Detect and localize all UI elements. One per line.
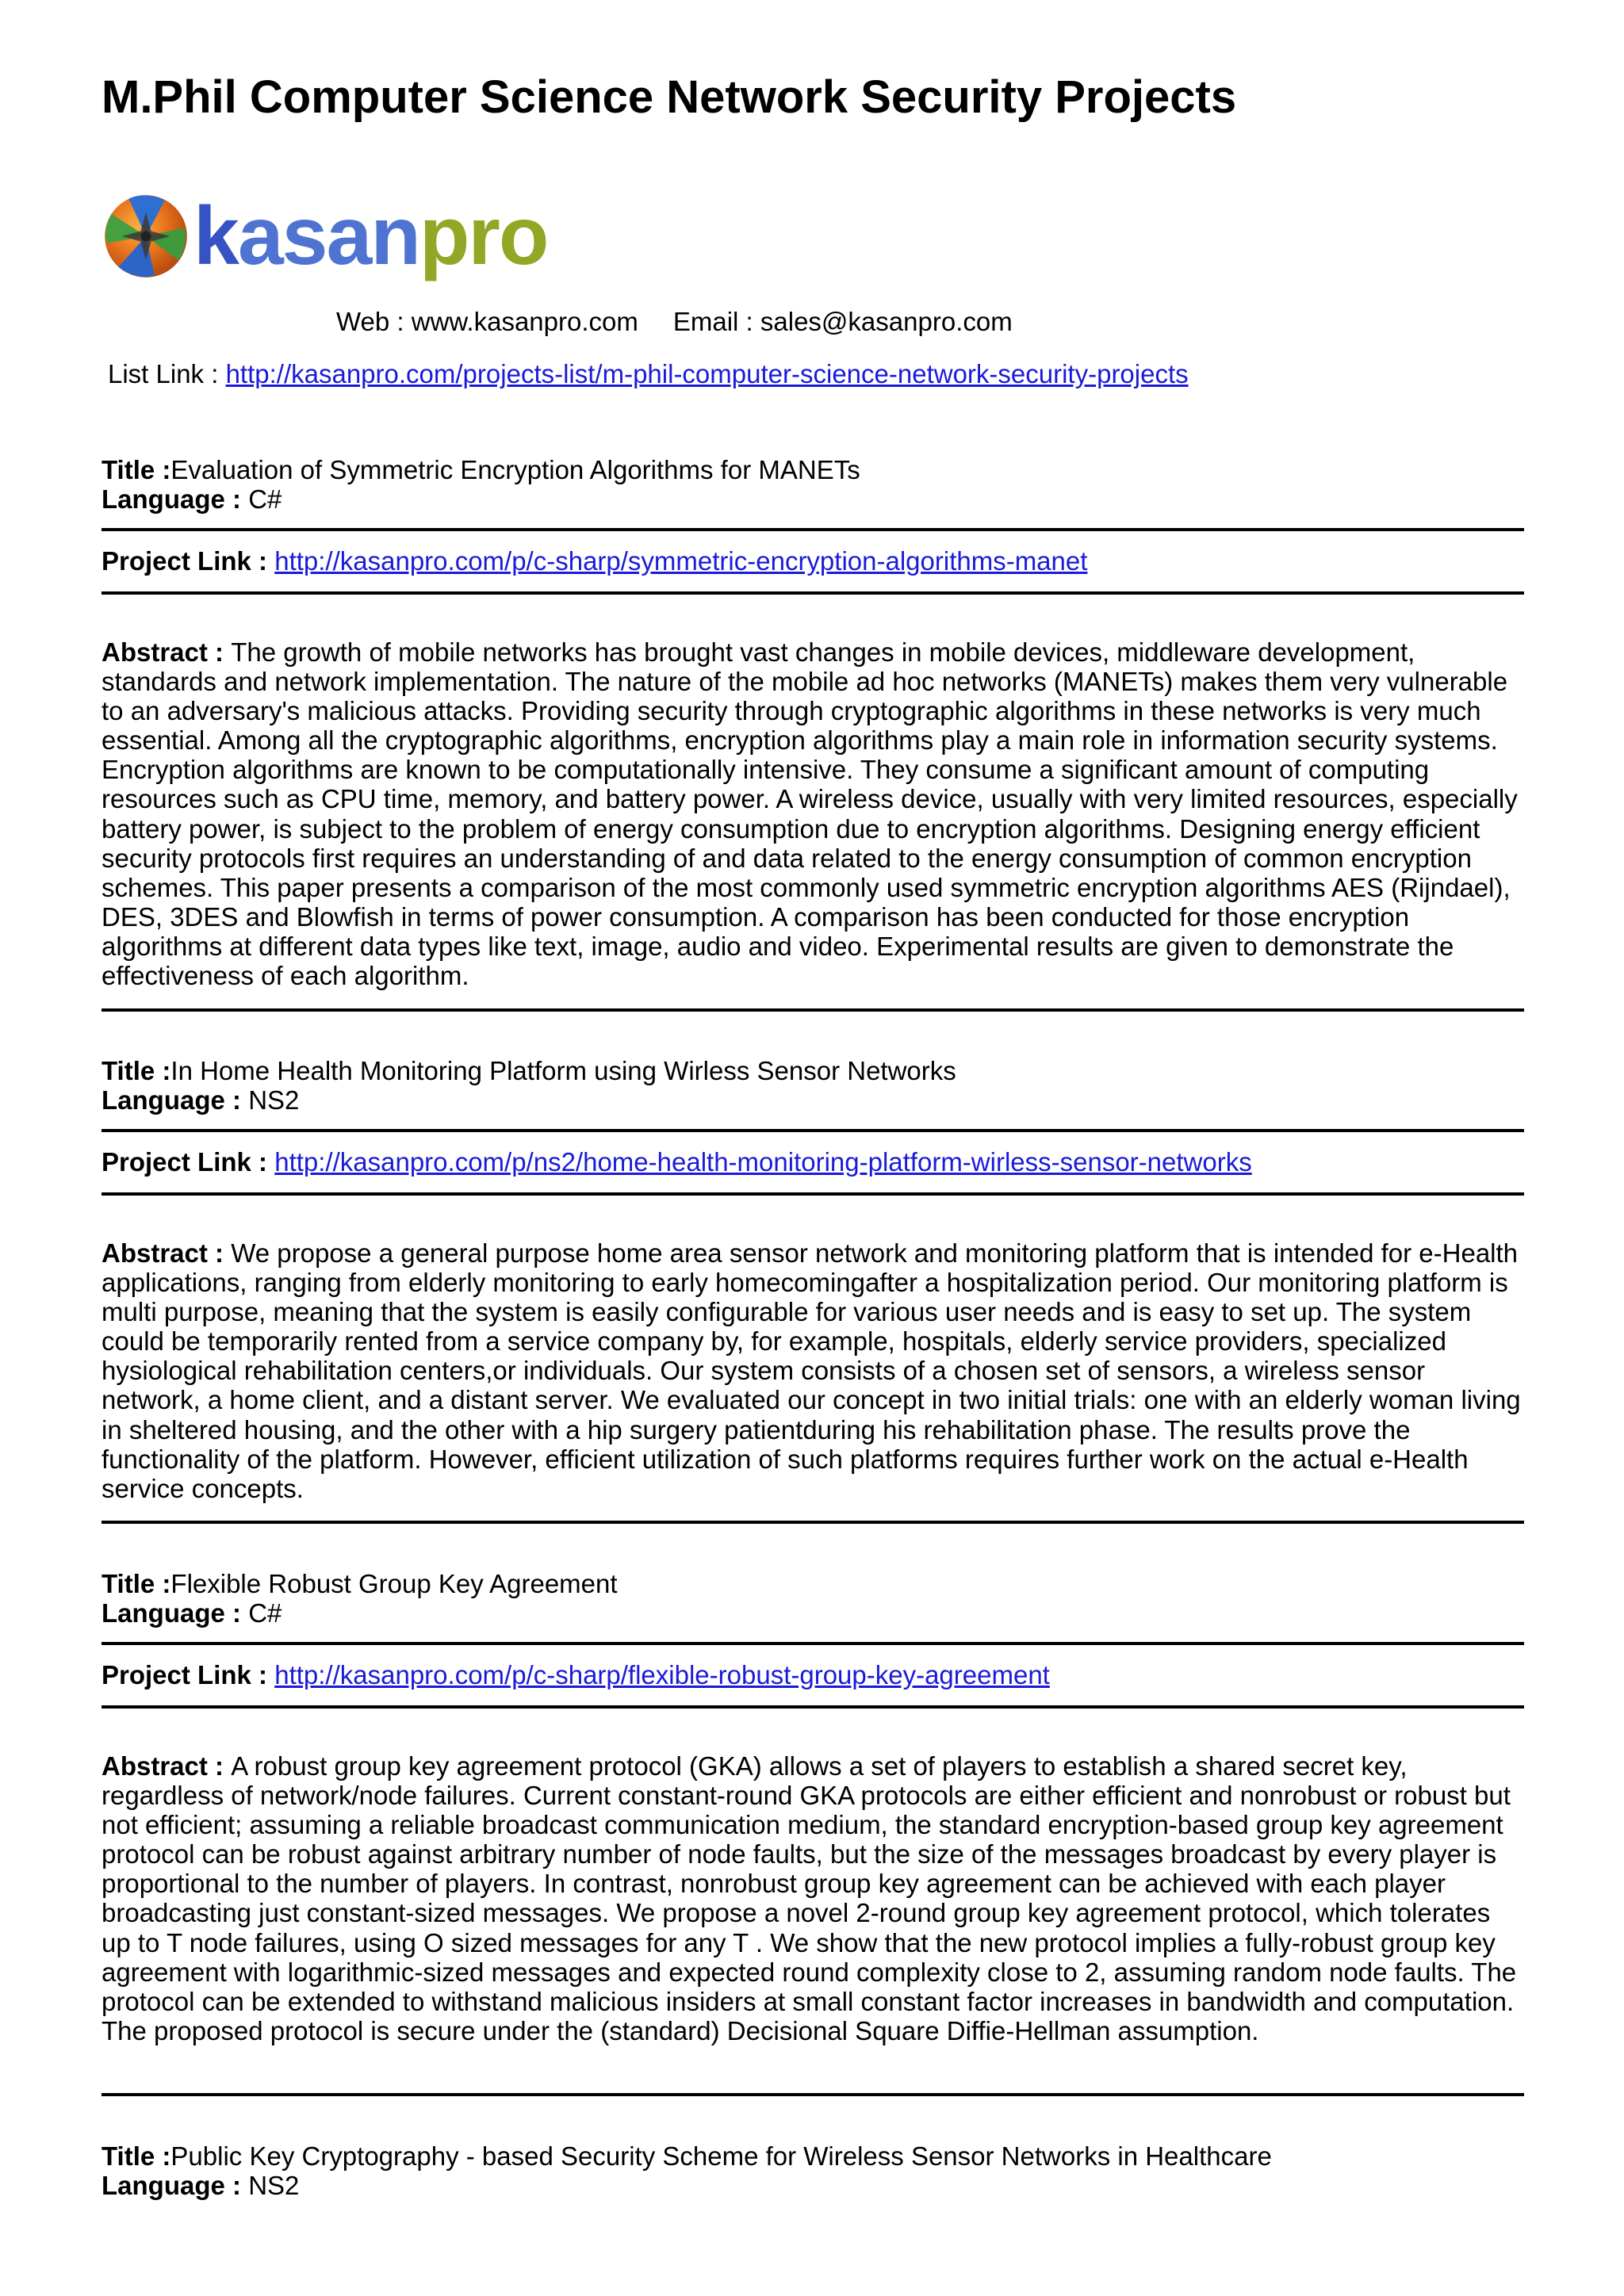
project-entry [102,455,1524,991]
divider [102,1642,1524,1645]
logo-globe-icon [103,193,189,279]
project-language-row: Language : C# [102,1598,282,1628]
list-link-row [108,358,1189,390]
project-abstract: Abstract : A robust group key agreement protocol (GKA) allows a set of players to establish a shared secret key, regardless of network/node failures. Current constant-round GKA protocols are either efficient and nonrobust or robust but not efficient; assuming a reliable broadcast communication medium, the standard encryption-based group key agreement protocol can be robust against arbitrary number of node faults, but the size of the messages broadcast by every player is proportional to the number of players. In contrast, nonrobust group key agreement can be achieved with each player broadcasting just constant-sized messages. We propose a novel 2-round group key agreement protocol, which tolerates up to T node failures, using O sized messages for any T . We show that the new protocol implies a fully-robust group key agreement with logarithmic-sized messages and expected round complexity close to 2, assuming random node faults. The protocol can be extended to withstand malicious insiders at small constant factor increases in bandwidth and computation. The proposed protocol is secure under the (standard) Decisional Square Diffie-Hellman assumption. [102,1751,1517,2045]
logo-wordmark: kasanpro [193,190,548,282]
project-language-row: Language : NS2 [102,2171,300,2200]
divider [102,1129,1524,1132]
divider [102,1192,1524,1196]
project-link[interactable]: http://kasanpro.com/p/c-sharp/symmetric-encryption-algorithms-manet [274,546,1088,576]
project-entry [102,1569,1524,2045]
project-link-row: Project Link : http://kasanpro.com/p/ns2/home-health-monitoring-platform-wirless-sensor-networks [102,1147,1252,1177]
project-abstract: Abstract : We propose a general purpose home area sensor network and monitoring platform that is intended for e-Health applications, ranging from elderly monitoring to early homecomingafter a hospitalization period. Our monitoring platform is multi purpose, meaning that the system is easily configurable for various user needs and is easy to set up. The system could be temporarily rented from a service company by, for example, hospitals, elderly service providers, specialized hysiological rehabilitation centers,or individuals. Our system consists of a chosen set of sensors, a wireless sensor network, a home client, and a distant server. We evaluated our concept in two initial trials: one with an elderly woman living in sheltered housing, and the other with a hip surgery patientduring his rehabilitation phase. The results prove the functionality of the platform. However, efficient utilization of such platforms requires further work on the actual e-Health service concepts. [102,1238,1521,1503]
kasanpro-logo [103,190,548,285]
list-link-label: List Link : [108,359,226,388]
project-entry [102,2141,1524,2200]
project-language-row: Language : NS2 [102,1085,300,1115]
divider [102,1705,1524,1709]
divider [102,1521,1524,1524]
project-language-row: Language : C# [102,484,282,514]
page-title: M.Phil Computer Science Network Security Projects [102,71,1237,123]
project-entry [102,1056,1524,1503]
project-title-row: Title :Public Key Cryptography - based Security Scheme for Wireless Sensor Networks in Healthcare [102,2141,1272,2171]
project-link-row: Project Link : http://kasanpro.com/p/c-sharp/symmetric-encryption-algorithms-manet [102,546,1088,576]
project-language: NS2 [248,1085,300,1115]
project-title: In Home Health Monitoring Platform using Wirless Sensor Networks [170,1056,956,1085]
divider [102,591,1524,595]
project-title: Public Key Cryptography - based Security Scheme for Wireless Sensor Networks in Healthcare [170,2141,1272,2171]
list-link[interactable]: http://kasanpro.com/projects-list/m-phil-computer-science-network-security-projects [225,359,1189,388]
divider [102,1008,1524,1012]
project-title-row: Title :Evaluation of Symmetric Encryption Algorithms for MANETs [102,455,860,484]
project-title-row: Title :Flexible Robust Group Key Agreement [102,1569,618,1598]
contact-line [336,306,1013,338]
project-link-row: Project Link : http://kasanpro.com/p/c-sharp/flexible-robust-group-key-agreement [102,1660,1050,1689]
project-language: C# [248,1598,282,1628]
divider [102,2093,1524,2096]
project-title: Flexible Robust Group Key Agreement [170,1569,618,1598]
divider [102,528,1524,531]
project-title: Evaluation of Symmetric Encryption Algorithms for MANETs [170,455,860,484]
project-language: NS2 [248,2171,300,2200]
web-address: Web : www.kasanpro.com [336,307,638,336]
project-language: C# [248,484,282,514]
project-abstract: Abstract : The growth of mobile networks has brought vast changes in mobile devices, middleware development, standards and network implementation. The nature of the mobile ad hoc networks (MANETs) makes them very vulnerable to an adversary's malicious attacks. Providing security through cryptographic algorithms in these networks is very much essential. Among all the cryptographic algorithms, encryption algorithms play a main role in information security systems. Encryption algorithms are known to be computationally intensive. They consume a significant amount of computing resources such as CPU time, memory, and battery power. A wireless device, usually with very limited resources, especially battery power, is subject to the problem of energy consumption due to encryption algorithms. Designing energy efficient security protocols first requires an understanding of and data related to the energy consumption of common encryption schemes. This paper presents a comparison of the most commonly used symmetric encryption algorithms AES (Rijndael), DES, 3DES and Blowfish in terms of power consumption. A comparison has been conducted for those encryption algorithms at different data types like text, image, audio and video. Experimental results are given to demonstrate the effectiveness of each algorithm. [102,637,1518,991]
project-link[interactable]: http://kasanpro.com/p/ns2/home-health-monitoring-platform-wirless-sensor-networks [274,1147,1252,1177]
project-title-row: Title :In Home Health Monitoring Platform using Wirless Sensor Networks [102,1056,956,1085]
email-address: Email : sales@kasanpro.com [672,307,1013,336]
project-link[interactable]: http://kasanpro.com/p/c-sharp/flexible-robust-group-key-agreement [274,1660,1050,1689]
